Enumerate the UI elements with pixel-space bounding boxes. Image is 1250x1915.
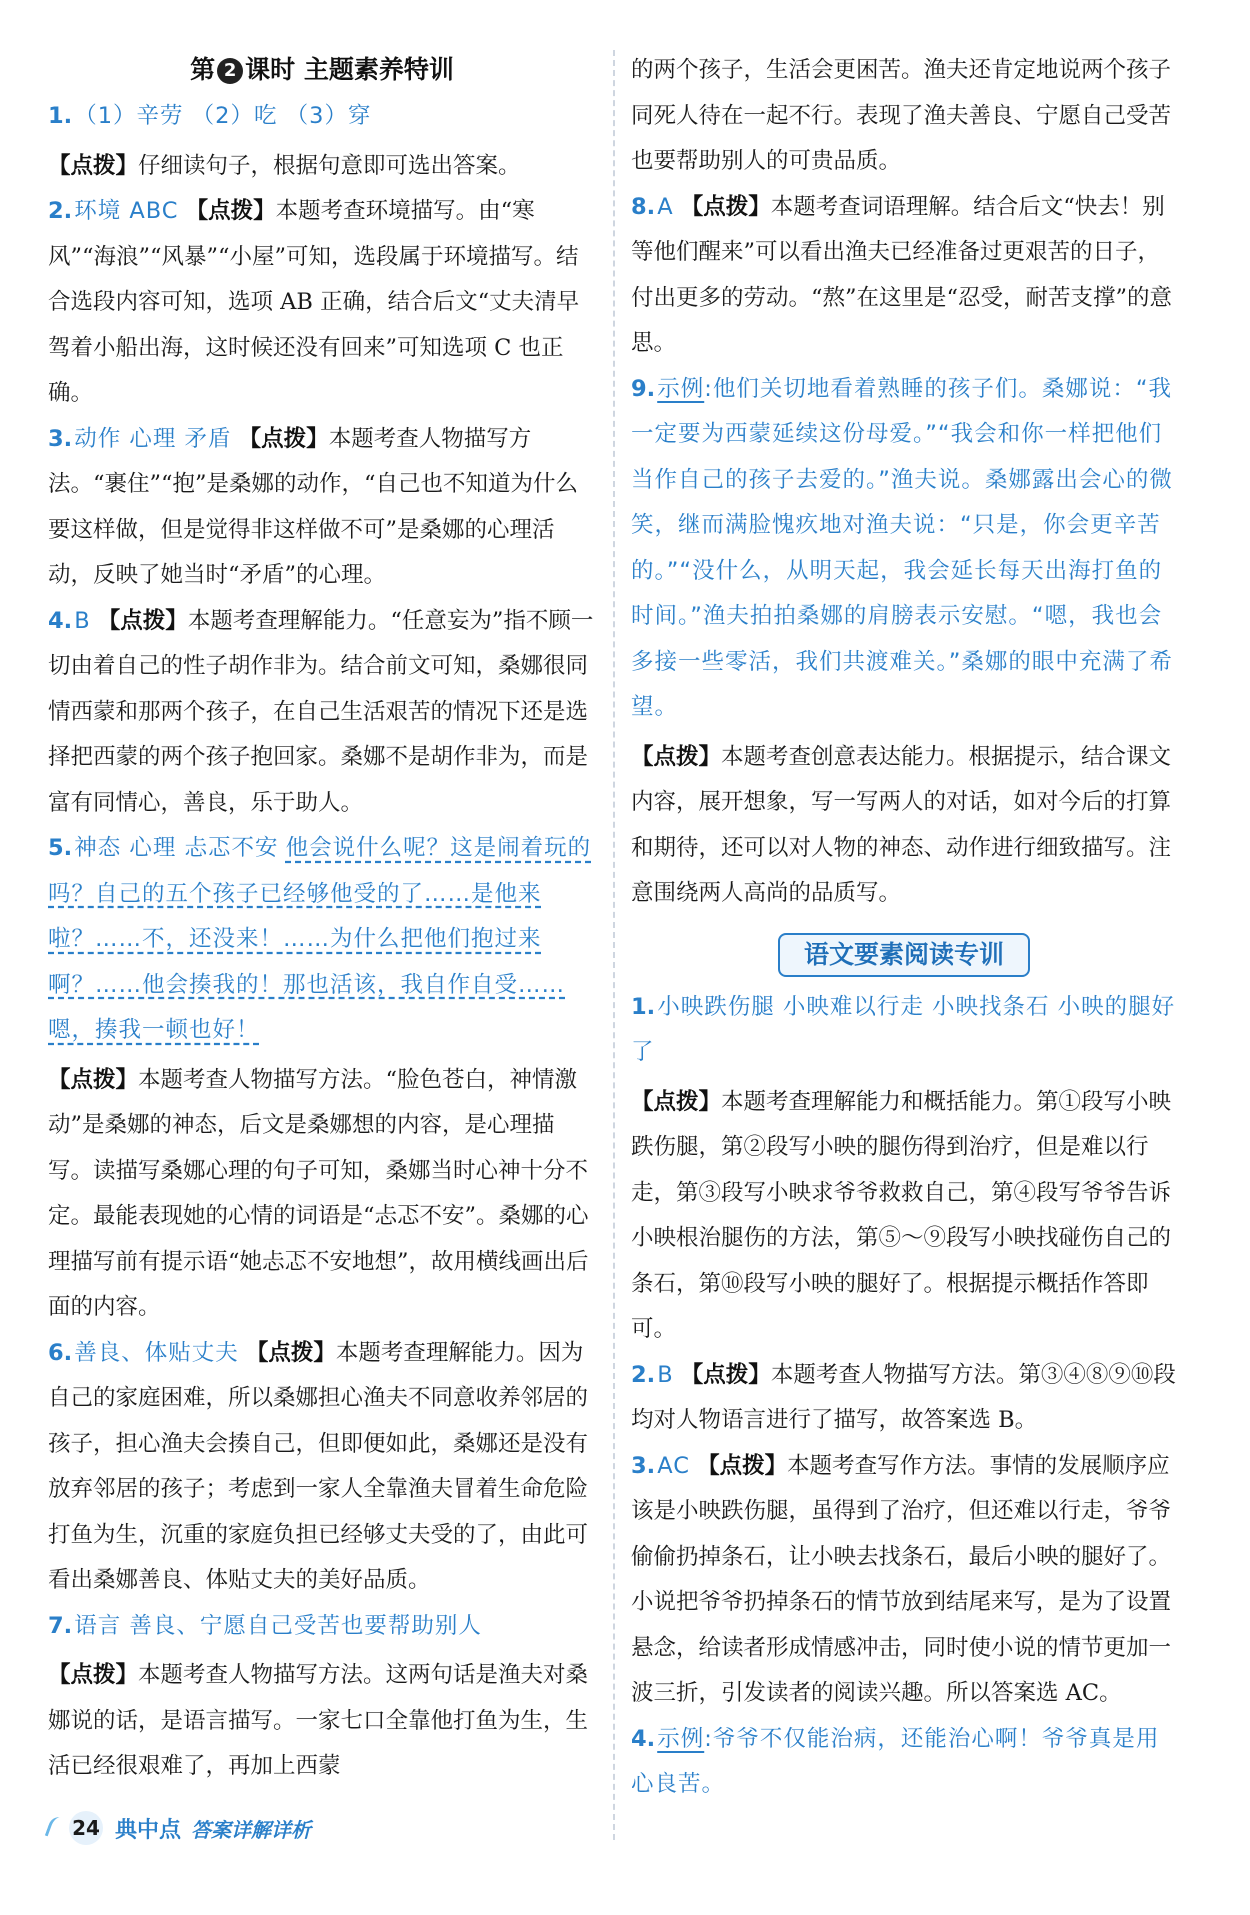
tip-q7-continued xyxy=(631,48,1177,185)
q3-tip-text: 本题考查人物描写方法。“裹住”“抱”是桑娜的动作，“自己也不知道为什么要这样做，但是觉得非这样做不可”是桑娜的心理活动，反映了她当时“矛盾”的心理。 xyxy=(48,425,579,588)
tip-tag: 【点拨】 xyxy=(631,743,722,770)
q5-underlined-answer: 他会说什么呢？这是闹着玩的吗？自己的五个孩子已经够他受的了……是他来啦？……不，还没来！……为什么把他们抱过来啊？……他会揍我的！那也活该，我自作自受……嗯，揍我一顿也好！ xyxy=(48,835,592,1043)
q8-answer: A xyxy=(657,193,674,220)
q1-answer: （1）辛劳 （2）吃 （3）穿 xyxy=(74,103,372,129)
q9-tip-text: 本题考查创意表达能力。根据提示，结合课文内容，展开想象，写一写两人的对话，如对今后的打算和期待，还可以对人物的神态、动作进行细致描写。注意围绕两人高尚的品质写。 xyxy=(631,743,1172,906)
r1-answer: 小映跌伤腿 小映难以行走 小映找条石 小映的腿好了 xyxy=(631,993,1176,1065)
tip-q7 xyxy=(48,1653,596,1790)
example-label: 示例 xyxy=(657,1725,705,1752)
answer-q5 xyxy=(48,826,596,1054)
q2-answer: 环境 ABC xyxy=(74,198,179,224)
answer-q1 xyxy=(48,94,596,140)
q4-number: 4. xyxy=(48,607,73,634)
r3-answer: AC xyxy=(657,1452,690,1479)
tip-tag: 【点拨】 xyxy=(245,1339,336,1366)
q7-tip-continued-text: 的两个孩子，生活会更困苦。渔夫还肯定地说两个孩子同死人待在一起不行。表现了渔夫善良、宁愿自己受苦也要帮助别人的可贵品质。 xyxy=(631,57,1172,174)
r4-number: 4. xyxy=(631,1725,656,1752)
answer-r3 xyxy=(631,1444,1177,1717)
section-title: 语文要素阅读专训 xyxy=(778,933,1030,977)
section-header xyxy=(631,933,1177,977)
q8-tip-text: 本题考查词语理解。结合后文“快去！别等他们醒来”可以看出渔夫已经准备过更艰苦的日子，付出更多的劳动。“熬”在这里是“忍受，耐苦支撑”的意思。 xyxy=(631,193,1173,356)
q7-answer: 语言 善良、宁愿自己受苦也要帮助别人 xyxy=(74,1612,482,1639)
example-label: 示例 xyxy=(657,375,705,402)
tip-q5 xyxy=(48,1058,596,1331)
tip-tag: 【点拨】 xyxy=(48,1662,139,1688)
q1-number: 1. xyxy=(48,103,73,129)
q2-tip-text: 本题考查环境描写。由“寒风”“海浪”“风暴”“小屋”可知，选段属于环境描写。结合选段内容可知，选项 AB 正确，结合后文“丈夫清早驾着小船出海，这时候还没有回来”可知选项 C 也正确。 xyxy=(48,198,580,406)
answer-r1 xyxy=(631,985,1177,1076)
answer-q2 xyxy=(48,189,596,417)
page-footer xyxy=(48,1808,311,1848)
tip-tag: 【点拨】 xyxy=(697,1452,788,1479)
r2-tip-text: 本题考查人物描写方法。第③④⑧⑨⑩段均对人物语言进行了描写，故答案选 B。 xyxy=(631,1361,1176,1433)
answer-r2 xyxy=(631,1353,1177,1444)
q4-answer: B xyxy=(74,607,91,634)
tip-tag: 【点拨】 xyxy=(631,1088,722,1115)
lesson-number-badge: 2 xyxy=(217,58,243,84)
tip-q9 xyxy=(631,735,1177,917)
page-number: 24 xyxy=(69,1811,103,1845)
brand-logo: 典中点 xyxy=(115,1817,182,1843)
q1-tip-text: 仔细读句子，根据句意即可选出答案。 xyxy=(138,152,521,179)
leaf-icon xyxy=(45,1815,68,1841)
q7-tip-text: 本题考查人物描写方法。这两句话是渔夫对桑娜说的话，是语言描写。一家七口全靠他打鱼为生，生活已经很艰难了，再加上西蒙 xyxy=(48,1662,589,1779)
tip-q1 xyxy=(48,144,596,190)
tip-tag: 【点拨】 xyxy=(185,198,276,224)
q7-number: 7. xyxy=(48,1612,73,1639)
tip-tag: 【点拨】 xyxy=(48,1066,139,1093)
r2-number: 2. xyxy=(631,1361,656,1388)
lesson-title-pre: 第 xyxy=(190,55,216,84)
answer-q9: 9.示例:他们关切地看着熟睡的孩子们。桑娜说：“我一定要为西蒙延续这份母爱。”“我会和你一样把他们当作自己的孩子去爱的。”渔夫说。桑娜露出会心的微笑，继而满脸愧疚地对渔夫说：“只是，你会更辛苦的。”“没什么，从明天起，我会延长每天出海打鱼的时间。”渔夫拍拍桑娜的肩膀表示安慰。“嗯，我也会多接一些零活，我们共渡难关。”桑娜的眼中充满了希望。 xyxy=(631,375,1173,720)
r1-tip-text: 本题考查理解能力和概括能力。第①段写小映跌伤腿，第②段写小映的腿伤得到治疗，但是难以行走，第③段写小映求爷爷救救自己，第④段写爷爷告诉小映根治腿伤的方法，第⑤～⑨段写小映找碰伤自己的条石，第⑩段写小映的腿好了。根据提示概括作答即可。 xyxy=(631,1088,1172,1342)
tip-tag: 【点拨】 xyxy=(48,152,139,179)
lesson-title-post: 课时 主题素养特训 xyxy=(245,55,454,84)
q4-tip-text: 本题考查理解能力。“任意妄为”指不顾一切由着自己的性子胡作非为。结合前文可知，桑娜很同情西蒙和那两个孩子，在自己生活艰苦的情况下还是选择把西蒙的两个孩子抱回家。桑娜不是胡作非为，而是富有同情心，善良，乐于助人。 xyxy=(48,607,594,816)
r1-number: 1. xyxy=(631,993,656,1020)
r3-tip-text: 本题考查写作方法。事情的发展顺序应该是小映跌伤腿，虽得到了治疗，但还难以行走，爷爷偷偷扔掉条石，让小映去找条石，最后小映的腿好了。小说把爷爷扔掉条石的情节放到结尾来写，是为了设置悬念，给读者形成情感冲击，同时使小说的情节更加一波三折，引发读者的阅读兴趣。所以答案选 AC。 xyxy=(631,1452,1172,1706)
q8-number: 8. xyxy=(631,193,656,220)
answer-q6 xyxy=(48,1331,596,1604)
q5-answer: 神态 心理 忐忑不安 xyxy=(74,835,279,861)
q9-answer: 他们关切地看着熟睡的孩子们。桑娜说：“我一定要为西蒙延续这份母爱。”“我会和你一样把他们当作自己的孩子去爱的。”渔夫说。桑娜露出会心的微笑，继而满脸愧疚地对渔夫说：“只是，你会更辛苦的。”“没什么，从明天起，我会延长每天出海打鱼的时间。”渔夫拍拍桑娜的肩膀表示安慰。“嗯，我也会多接一些零活，我们共渡难关。”桑娜的眼中充满了希望。 xyxy=(631,375,1173,720)
q5-tip-text: 本题考查人物描写方法。“脸色苍白，神情激动”是桑娜的神态，后文是桑娜想的内容，是心理描写。读描写桑娜心理的句子可知，桑娜当时心神十分不定。最能表现她的心情的词语是“忐忑不安”。桑娜的心理描写前有提示语“她忐忑不安地想”，故用横线画出后面的内容。 xyxy=(48,1066,589,1320)
q9-number: 9. xyxy=(631,375,656,402)
q5-number: 5. xyxy=(48,835,73,861)
q3-answer: 动作 心理 矛盾 xyxy=(74,425,232,452)
q2-number: 2. xyxy=(48,198,73,224)
r4-answer: 爷爷不仅能治病，还能治心啊！爷爷真是用心良苦。 xyxy=(631,1725,1160,1797)
answer-r4: 4.示例:爷爷不仅能治病，还能治心啊！爷爷真是用心良苦。 xyxy=(631,1725,1160,1797)
q6-tip-text: 本题考查理解能力。因为自己的家庭困难，所以桑娜担心渔夫不同意收养邻居的孩子，担心渔夫会揍自己，但即便如此，桑娜还是没有放弃邻居的孩子；考虑到一家人全靠渔夫冒着生命危险打鱼为生，沉重的家庭负担已经够丈夫受的了，由此可看出桑娜善良、体贴丈夫的美好品质。 xyxy=(48,1339,589,1593)
answer-q4 xyxy=(48,599,596,827)
left-column xyxy=(48,48,596,1790)
tip-tag: 【点拨】 xyxy=(97,607,188,634)
answer-q7 xyxy=(48,1604,596,1650)
answer-q3 xyxy=(48,417,596,599)
tip-r1 xyxy=(631,1080,1177,1353)
q6-number: 6. xyxy=(48,1339,73,1366)
tip-tag: 【点拨】 xyxy=(680,1361,771,1388)
footer-title: 答案详解详析 xyxy=(191,1817,312,1842)
lesson-title xyxy=(48,48,596,92)
answer-q8 xyxy=(631,185,1177,367)
r3-number: 3. xyxy=(631,1452,656,1479)
tip-tag: 【点拨】 xyxy=(238,425,329,452)
right-column xyxy=(631,48,1177,1808)
column-divider xyxy=(613,50,615,1840)
r2-answer: B xyxy=(657,1361,674,1388)
q3-number: 3. xyxy=(48,425,73,452)
tip-tag: 【点拨】 xyxy=(680,193,771,220)
q6-answer: 善良、体贴丈夫 xyxy=(74,1339,239,1366)
